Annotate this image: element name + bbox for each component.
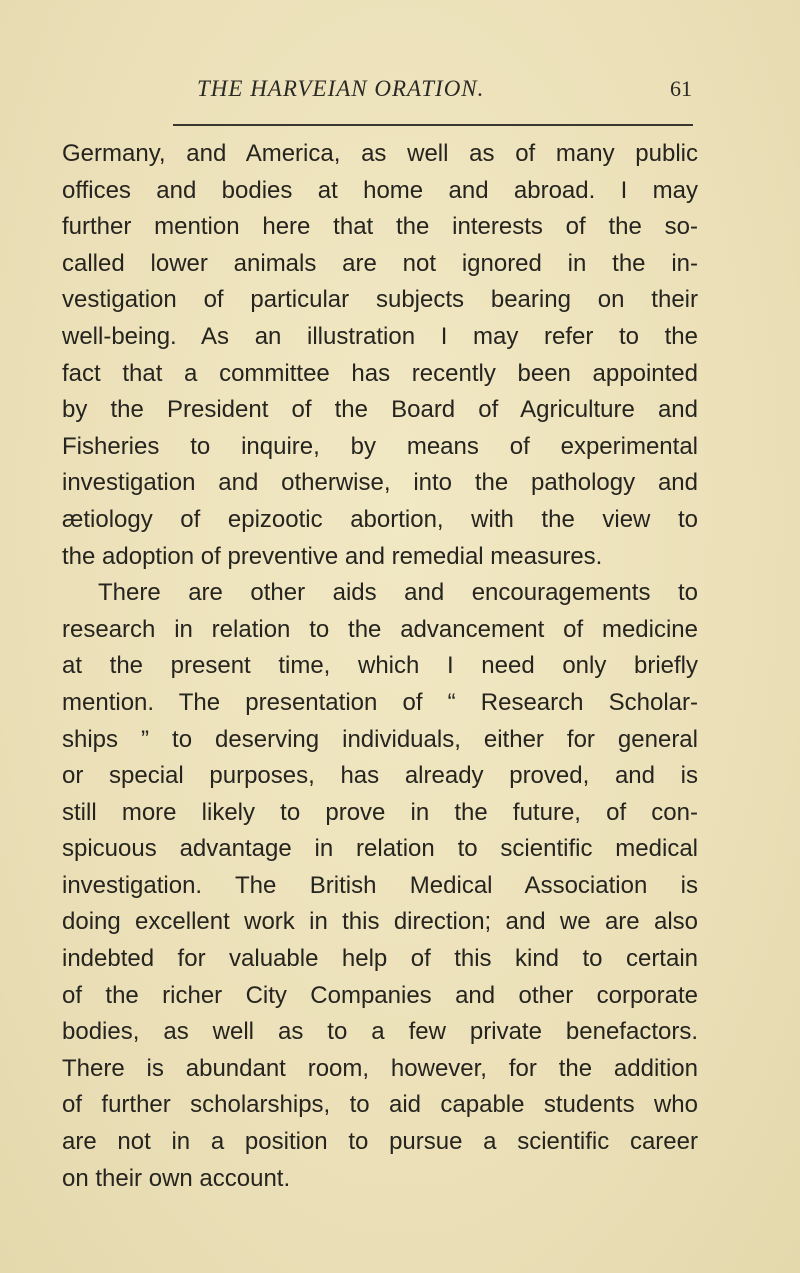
text-line: of the richer City Companies and other corporate (62, 981, 698, 1009)
text-line: on their own account. (62, 1164, 291, 1192)
text-line: vestigation of particular subjects bearing on their (62, 286, 698, 314)
text-line: the adoption of preventive and remedial measures. (62, 542, 603, 570)
text-line: There are other aids and encouragements to (98, 579, 698, 607)
text-line: called lower animals are not ignored in the in- (62, 249, 698, 277)
text-line: by the President of the Board of Agriculture and (62, 396, 698, 424)
text-line: still more likely to prove in the future, of con- (62, 798, 698, 826)
text-line: doing excellent work in this direction; and we are also (62, 908, 698, 936)
text-line: mention. The presentation of “ Research Scholar- (62, 688, 698, 716)
text-line: at the present time, which I need only briefly (62, 652, 698, 680)
text-line: fact that a committee has recently been appointed (62, 359, 698, 387)
text-line: bodies, as well as to a few private benefactors. (62, 1018, 698, 1046)
text-line: offices and bodies at home and abroad. I may (62, 176, 698, 204)
text-line: investigation and otherwise, into the pathology and (62, 469, 698, 497)
text-line: research in relation to the advancement of medicine (62, 615, 698, 643)
text-line: spicuous advantage in relation to scientific medical (62, 835, 698, 863)
header-rule (173, 124, 693, 126)
text-line: investigation. The British Medical Association is (62, 871, 698, 899)
page-number: 61 (670, 76, 692, 101)
text-line: or special purposes, has already proved, and is (62, 762, 698, 790)
text-line: further mention here that the interests of the so- (62, 213, 698, 241)
body-text (62, 136, 698, 1197)
text-line: ætiology of epizootic abortion, with the view to (62, 505, 698, 533)
text-line: ships ” to deserving individuals, either for general (62, 725, 698, 753)
running-title: THE HARVEIAN ORATION. (197, 76, 485, 101)
text-line: There is abundant room, however, for the addition (62, 1054, 698, 1082)
text-line: of further scholarships, to aid capable students who (62, 1091, 698, 1119)
text-line: well-being. As an illustration I may refer to the (62, 322, 698, 350)
text-line: indebted for valuable help of this kind to certain (62, 945, 698, 973)
text-line: Fisheries to inquire, by means of experimental (62, 432, 698, 460)
text-line: Germany, and America, as well as of many public (62, 140, 698, 167)
text-line: are not in a position to pursue a scientific career (62, 1128, 698, 1156)
